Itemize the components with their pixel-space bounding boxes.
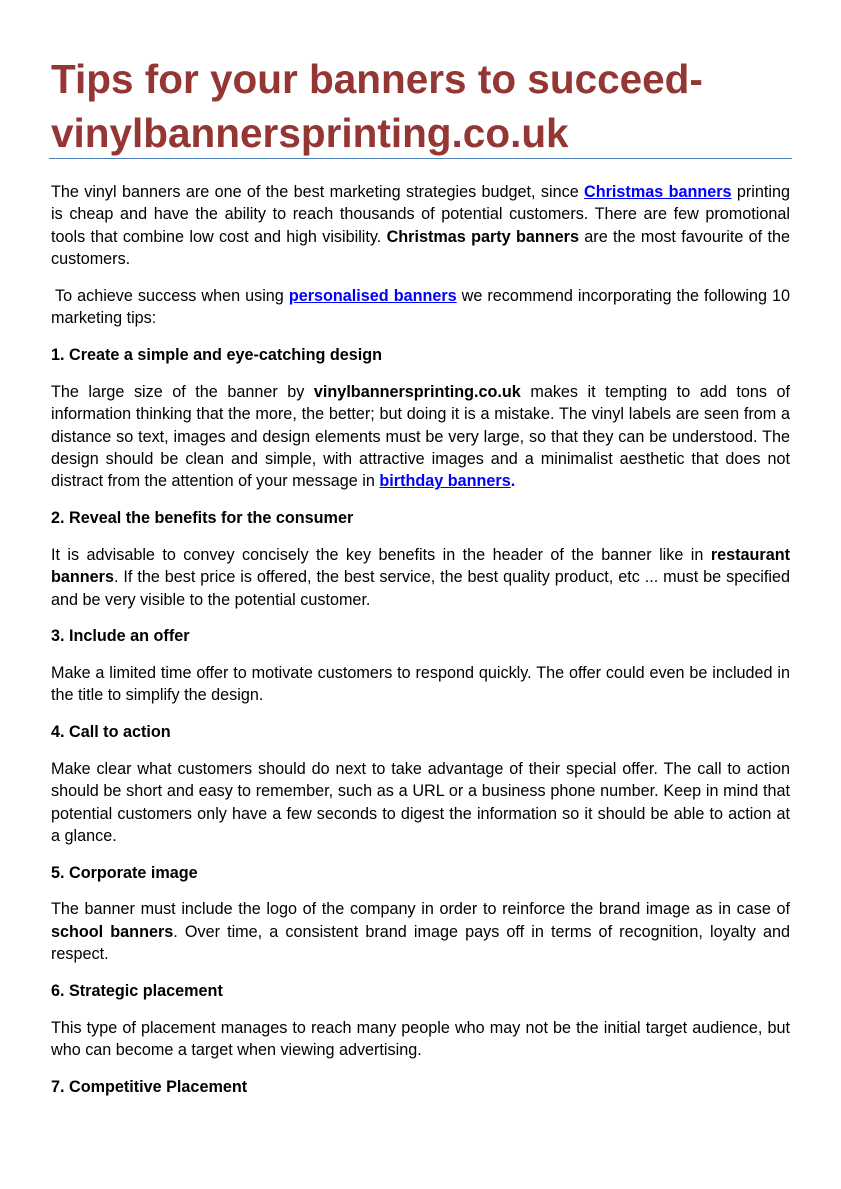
tip-7-heading: 7. Competitive Placement [51, 1077, 248, 1096]
intro-text: are the most favourite of the customers. [51, 227, 790, 269]
title-underline-rule [49, 158, 792, 159]
tip-4-paragraph: Make clear what customers should do next to take advantage of their special offer. The call to action should be short and easy to remember, such as a URL or a business phone number. Keep in mind that potential customers only have a few seconds to digest the information so it should be able to action at a glance. [51, 759, 790, 846]
restaurant-banners-bold: restaurant banners [51, 545, 790, 587]
page-title [51, 0, 790, 160]
christmas-banners-link[interactable]: Christmas banners [584, 183, 732, 201]
tip-text: The large size of the banner by [51, 382, 314, 401]
tip-3-paragraph: Make a limited time offer to motivate customers to respond quickly. The offer could even be included in the title to simplify the design. [51, 663, 790, 705]
intro-paragraph-2 [51, 285, 790, 330]
tip-text: The banner must include the logo of the company in order to reinforce the brand image as in case of [51, 900, 790, 919]
tip-5-paragraph [51, 898, 790, 965]
tip-5-heading: 5. Corporate image [51, 863, 198, 882]
tip-2-heading: 2. Reveal the benefits for the consumer [51, 509, 354, 528]
tip-1-paragraph [51, 381, 790, 493]
tip-text: . If the best price is offered, the best service, the best quality product, etc ... must be specified and be very visible to the potential customer. [51, 568, 790, 609]
tip-6-paragraph: This type of placement manages to reach many people who may not be the initial target audience, but who can become a target when viewing advertising. [51, 1018, 790, 1060]
document-page [51, 0, 790, 1096]
tip-text: It is advisable to convey concisely the key benefits in the header of the banner like in [51, 545, 711, 564]
intro-text: printing is cheap and have the ability to reach thousands of potential customers. There are few promotional tools that combine low cost and high visibility. [51, 183, 790, 246]
tip-text: makes it tempting to add tons of information thinking that the more, the better; but doing it is a mistake. The vinyl labels are seen from a distance so text, images and design elements must be very large, so that they can be understood. The design should be clean and simple, with attractive images and a minimalist aesthetic that does not distract from the attention of your message in [51, 382, 790, 491]
tip-4-heading: 4. Call to action [51, 723, 171, 742]
christmas-party-banners-bold: Christmas party banners [386, 227, 579, 246]
intro-text: we recommend incorporating the following 10 marketing tips: [51, 286, 790, 328]
tip-2-paragraph [51, 544, 790, 611]
personalised-banners-link[interactable]: personalised banners [288, 286, 457, 305]
tip-1-heading: 1. Create a simple and eye-catching design [51, 346, 383, 365]
tip-6-heading: 6. Strategic placement [51, 981, 223, 1000]
intro-text: To achieve success when using [55, 286, 289, 305]
title-line-2: vinylbannersprinting.co.uk [51, 110, 569, 156]
tip-3-heading: 3. Include an offer [51, 627, 190, 646]
article-body [51, 181, 790, 1112]
site-name-bold: vinylbannersprinting.co.uk [313, 382, 521, 401]
birthday-banners-link[interactable]: birthday banners [379, 472, 511, 491]
title-line-1: Tips for your banners to succeed- [51, 56, 703, 102]
tip-text: . Over time, a consistent brand image pays off in terms of recognition, loyalty and respect. [51, 922, 790, 964]
intro-text: The vinyl banners are one of the best marketing strategies budget, since [51, 183, 585, 201]
tip-text: . [510, 472, 516, 491]
intro-paragraph-1 [51, 181, 790, 271]
school-banners-bold: school banners [51, 922, 174, 941]
